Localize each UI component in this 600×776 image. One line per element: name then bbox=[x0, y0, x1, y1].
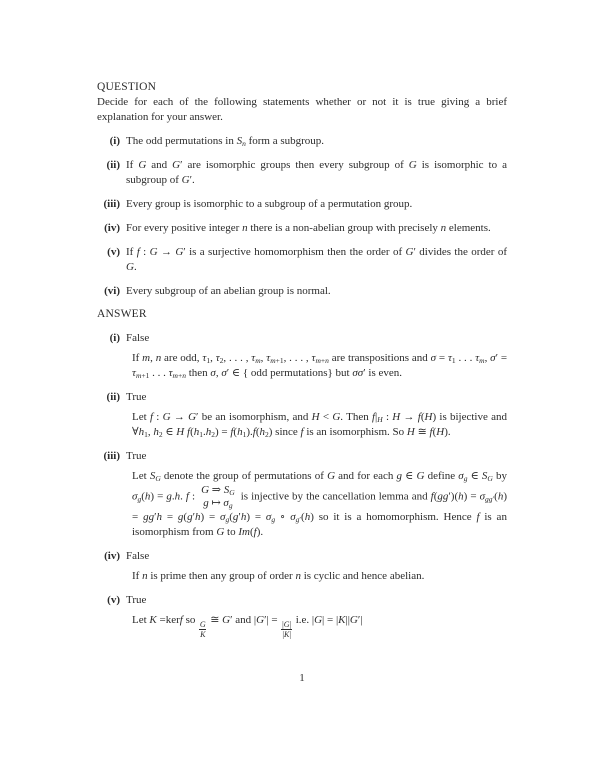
question-item-ii bbox=[97, 158, 507, 188]
answer-item-ii bbox=[97, 390, 507, 440]
answer-item-iv bbox=[97, 549, 507, 584]
question-item-v bbox=[97, 245, 507, 275]
answer-heading: ANSWER bbox=[97, 308, 147, 320]
answer-explanation: Let f : G → G′ be an isomorphism, and H < G. Then $f|_H$ : H → f(H) is bijective and $\forall h_1$, $h_2$ ∈ H $f(h_1.h_2) = f(h_1).f(h_2)$ since f is an isomorphism. So H ≅ f(H). bbox=[132, 411, 508, 439]
answer-verdict: True bbox=[126, 450, 147, 462]
question-item-iii bbox=[97, 197, 507, 212]
answer-explanation: Let K =kerf so $\frac{G}{K}$ ≅ G′ and |G′| = $\frac{|G|}{|K|}$ i.e. |G| = |K||G′| bbox=[132, 614, 363, 639]
item-text: If f : G → G′ is a surjective homomorphism then the order of G′ divides the order of G. bbox=[126, 246, 508, 273]
question-item-vi bbox=[97, 284, 507, 299]
item-label: (v) bbox=[107, 594, 120, 606]
question-list bbox=[97, 134, 507, 299]
answer-list bbox=[97, 331, 507, 639]
question-item-i bbox=[97, 134, 507, 149]
answer-verdict: False bbox=[126, 332, 150, 344]
item-label: (ii) bbox=[106, 391, 120, 403]
item-label: (iv) bbox=[104, 550, 120, 562]
item-label: (iv) bbox=[104, 222, 120, 234]
answer-item-iii bbox=[97, 449, 507, 540]
page-number: 1 bbox=[299, 672, 305, 684]
item-label: (i) bbox=[109, 332, 120, 344]
answer-item-i bbox=[97, 331, 507, 381]
answer-explanation: If n is prime then any group of order n is cyclic and hence abelian. bbox=[132, 570, 425, 582]
question-heading: QUESTION bbox=[97, 81, 157, 93]
item-text: Every subgroup of an abelian group is normal. bbox=[126, 285, 331, 297]
answer-verdict: True bbox=[126, 391, 147, 403]
item-label: (iii) bbox=[103, 450, 120, 462]
item-label: (ii) bbox=[106, 159, 120, 171]
answer-verdict: False bbox=[126, 550, 150, 562]
answer-item-v bbox=[97, 593, 507, 639]
item-text: If G and G′ are isomorphic groups then every subgroup of G is isomorphic to a subgroup of G′. bbox=[126, 159, 507, 186]
page-content bbox=[97, 80, 507, 639]
answer-explanation: If m, n are odd, $\tau_1$, $\tau_2$, . . . , $\tau_m$, $\tau_{m+1}$, . . . , $\tau_{m+n}$ are transpositions and $\sigma = \tau_1$ . . . $\tau_m$, $\sigma' = \tau_{m+1}$ . . . $\tau_{m+n}$ then σ, σ′ ∈ { odd permutations} but σσ′ is even. bbox=[132, 352, 508, 380]
item-label: (vi) bbox=[104, 285, 120, 297]
question-intro: Decide for each of the following statements whether or not it is true giving a brief explanation for your answer. bbox=[97, 96, 507, 123]
item-label: (v) bbox=[107, 246, 120, 258]
item-text: For every positive integer n there is a non-abelian group with precisely n elements. bbox=[126, 222, 491, 234]
answer-verdict: True bbox=[126, 594, 147, 606]
item-label: (i) bbox=[109, 135, 120, 147]
item-text: Every group is isomorphic to a subgroup of a permutation group. bbox=[126, 198, 413, 210]
question-item-iv bbox=[97, 221, 507, 236]
answer-explanation: Let $S_G$ denote the group of permutations of G and for each g ∈ G define $\sigma_g$ ∈ $S_G$ by $\sigma_g(h) = g.h$. f : G ⇒ $S_G$ g ↦ $\sigma_g$ is injective by the cancellation lemma and $f(gg')(h) = \sigma_{gg'}(h) = gg'h = g(g'h) = \sigma_g(g'h) = \sigma_g$ ∘ $\sigma_{g'}(h)$ so it is a homomorphism. Hence f is an isomorphism from G to Im(f). bbox=[132, 470, 508, 538]
item-text: The odd permutations in $S_n$ form a subgroup. bbox=[126, 135, 325, 148]
item-label: (iii) bbox=[103, 198, 120, 210]
